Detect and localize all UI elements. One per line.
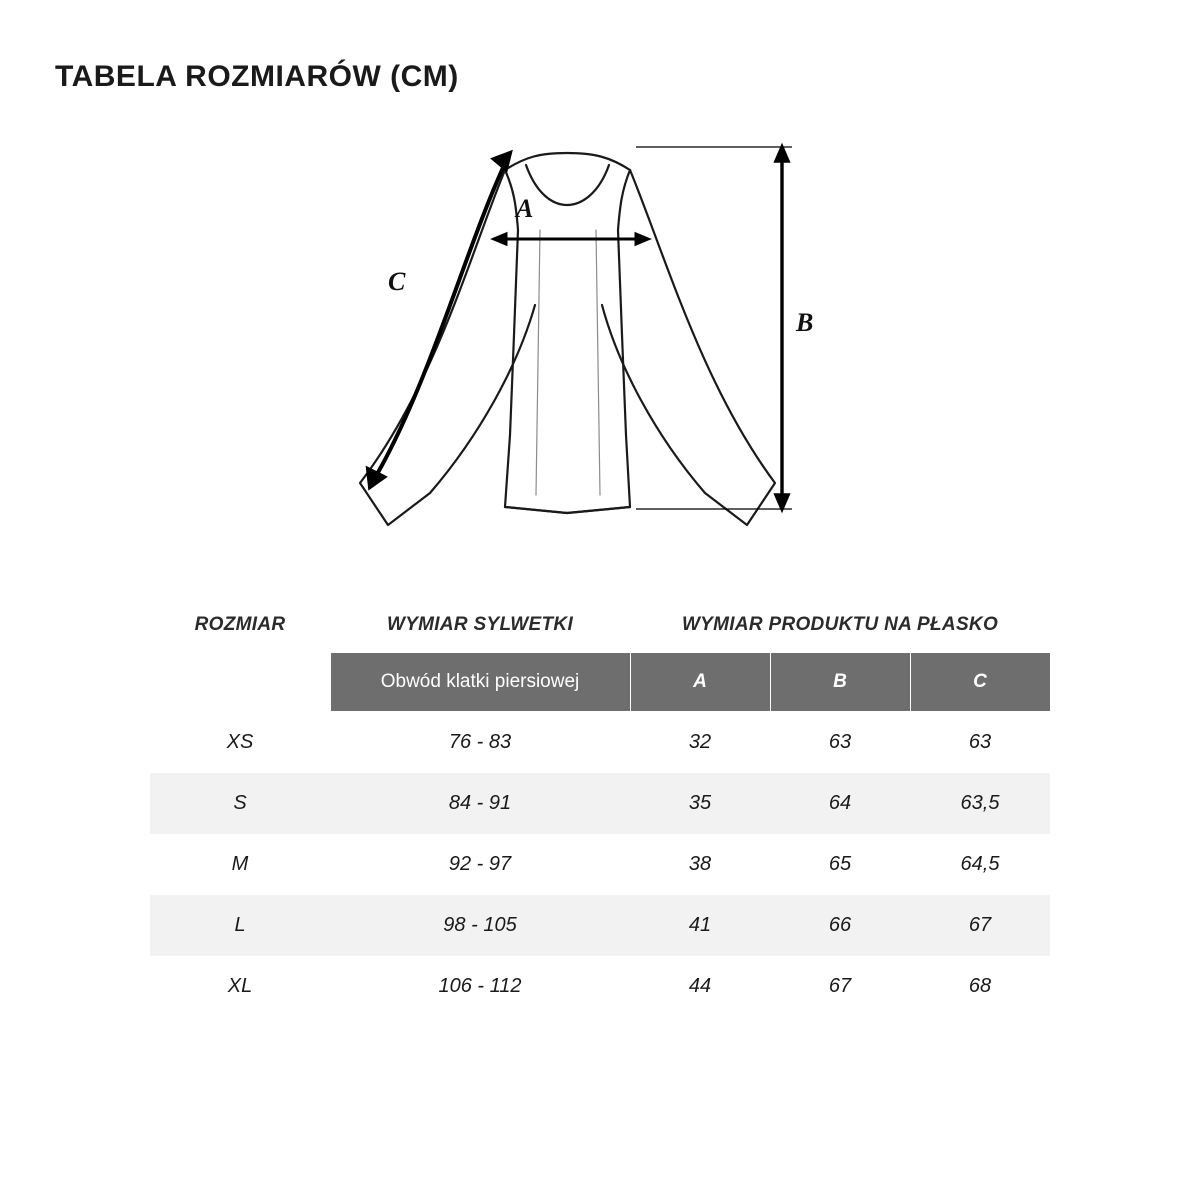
sub-header-body: Obwód klatki piersiowej bbox=[330, 653, 630, 712]
measure-b-guides bbox=[636, 147, 792, 509]
table-row bbox=[150, 834, 1050, 895]
left-sleeve-outline bbox=[360, 170, 535, 525]
cell-a: 32 bbox=[630, 712, 770, 774]
measure-b bbox=[776, 147, 788, 509]
size-table bbox=[150, 600, 1051, 1017]
cell-body: 106 - 112 bbox=[330, 956, 630, 1017]
size-table-container bbox=[150, 600, 1050, 1017]
cell-body: 98 - 105 bbox=[330, 895, 630, 956]
sub-header-a: A bbox=[630, 653, 770, 712]
table-row bbox=[150, 773, 1050, 834]
collar-outline bbox=[526, 165, 609, 205]
cell-b: 65 bbox=[770, 834, 910, 895]
cell-size: XS bbox=[150, 712, 330, 774]
cell-c: 63,5 bbox=[910, 773, 1050, 834]
group-header-body: WYMIAR SYLWETKI bbox=[330, 600, 630, 653]
cell-c: 63 bbox=[910, 712, 1050, 774]
cell-a: 41 bbox=[630, 895, 770, 956]
cell-size: S bbox=[150, 773, 330, 834]
cell-body: 84 - 91 bbox=[330, 773, 630, 834]
label-b: B bbox=[796, 308, 814, 337]
cell-body: 92 - 97 bbox=[330, 834, 630, 895]
table-row bbox=[150, 956, 1050, 1017]
fold-line-right bbox=[596, 230, 600, 495]
table-row bbox=[150, 712, 1050, 774]
shirt-diagram-svg bbox=[330, 135, 870, 555]
cell-c: 68 bbox=[910, 956, 1050, 1017]
cell-b: 66 bbox=[770, 895, 910, 956]
size-diagram bbox=[330, 135, 870, 555]
cell-size: L bbox=[150, 895, 330, 956]
fold-line-left bbox=[536, 230, 540, 495]
cell-size: XL bbox=[150, 956, 330, 1017]
label-c: C bbox=[388, 267, 406, 296]
hem-outline bbox=[505, 507, 630, 513]
cell-c: 67 bbox=[910, 895, 1050, 956]
sub-header-c: C bbox=[910, 653, 1050, 712]
sub-header-b: B bbox=[770, 653, 910, 712]
cell-b: 64 bbox=[770, 773, 910, 834]
table-sub-header-row bbox=[150, 653, 1050, 712]
group-header-product: WYMIAR PRODUKTU NA PŁASKO bbox=[630, 600, 1050, 653]
cell-b: 63 bbox=[770, 712, 910, 774]
table-row bbox=[150, 895, 1050, 956]
measure-c bbox=[368, 153, 510, 487]
page-title: TABELA ROZMIARÓW (CM) bbox=[55, 60, 459, 93]
sub-header-size bbox=[150, 653, 330, 712]
label-a: A bbox=[516, 194, 534, 223]
table-group-header-row bbox=[150, 600, 1050, 653]
cell-c: 64,5 bbox=[910, 834, 1050, 895]
cell-a: 38 bbox=[630, 834, 770, 895]
group-header-size: ROZMIAR bbox=[150, 600, 330, 653]
cell-body: 76 - 83 bbox=[330, 712, 630, 774]
cell-a: 35 bbox=[630, 773, 770, 834]
cell-a: 44 bbox=[630, 956, 770, 1017]
cell-b: 67 bbox=[770, 956, 910, 1017]
cell-size: M bbox=[150, 834, 330, 895]
